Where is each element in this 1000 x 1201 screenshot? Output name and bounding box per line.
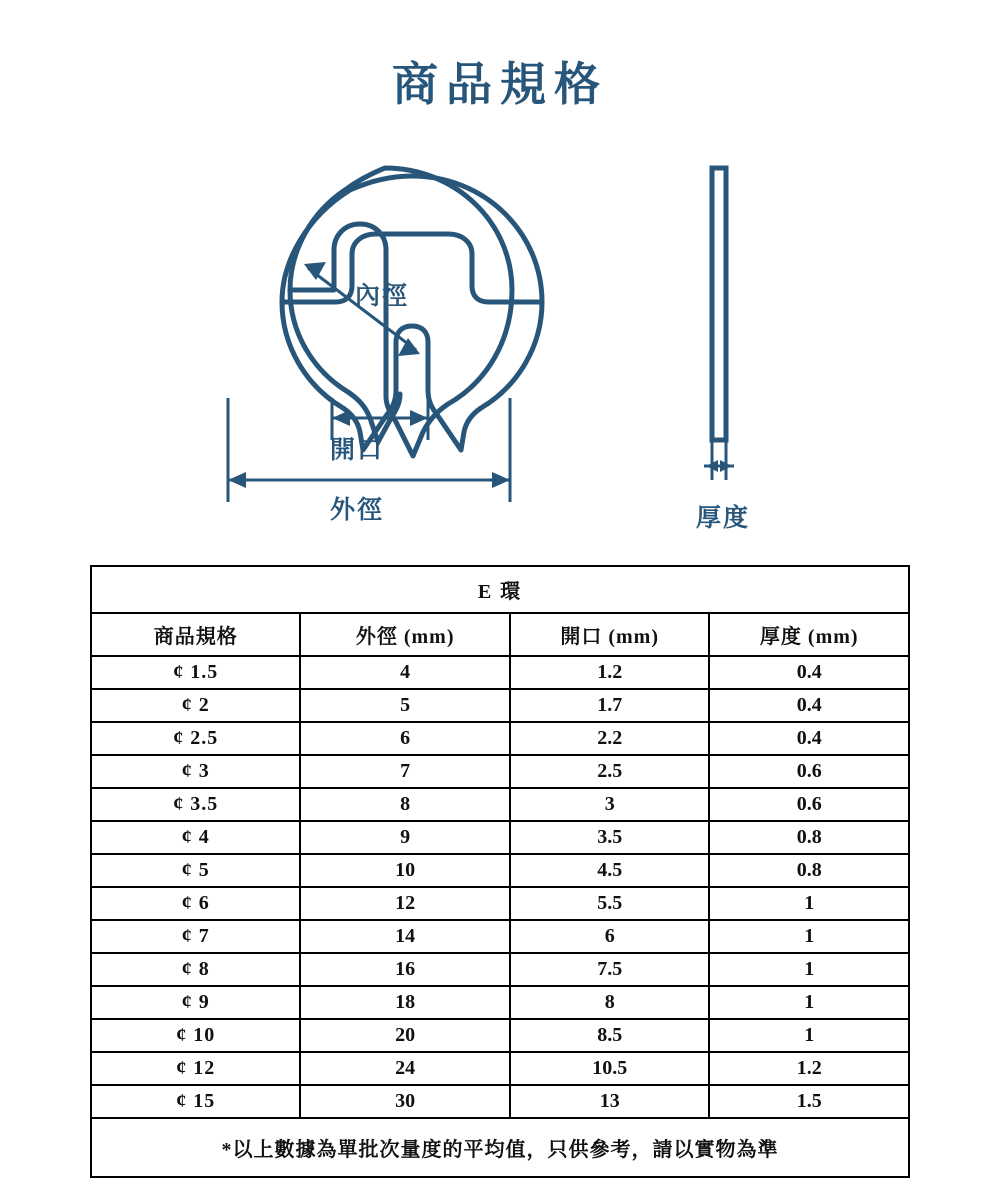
cell-thickness: 0.4 bbox=[709, 656, 909, 689]
table-footnote: *以上數據為單批次量度的平均值，只供參考，請以實物為準 bbox=[91, 1118, 909, 1177]
label-outer-diameter: 外徑 bbox=[330, 497, 385, 524]
table-row bbox=[91, 755, 909, 788]
column-header-gap: 開口 (mm) bbox=[510, 613, 710, 656]
cell-gap: 2.2 bbox=[510, 722, 710, 755]
cell-spec: ¢ 5 bbox=[91, 854, 300, 887]
cell-outer: 7 bbox=[300, 755, 510, 788]
diagram-area bbox=[0, 150, 1000, 550]
table-row bbox=[91, 986, 909, 1019]
table-row bbox=[91, 1019, 909, 1052]
cell-thickness: 0.8 bbox=[709, 821, 909, 854]
cell-thickness: 1.5 bbox=[709, 1085, 909, 1118]
column-header-spec: 商品規格 bbox=[91, 613, 300, 656]
column-header-thickness: 厚度 (mm) bbox=[709, 613, 909, 656]
table-caption: E 環 bbox=[91, 566, 909, 613]
spec-table-body bbox=[91, 656, 909, 1177]
table-row bbox=[91, 887, 909, 920]
cell-gap: 8.5 bbox=[510, 1019, 710, 1052]
spec-table-wrapper bbox=[90, 565, 910, 1178]
cell-outer: 12 bbox=[300, 887, 510, 920]
cell-thickness: 0.8 bbox=[709, 854, 909, 887]
label-thickness: 厚度 bbox=[696, 505, 751, 532]
cell-outer: 5 bbox=[300, 689, 510, 722]
column-header-outer: 外徑 (mm) bbox=[300, 613, 510, 656]
cell-spec: ¢ 12 bbox=[91, 1052, 300, 1085]
cell-thickness: 1 bbox=[709, 986, 909, 1019]
cell-outer: 20 bbox=[300, 1019, 510, 1052]
cell-outer: 6 bbox=[300, 722, 510, 755]
cell-spec: ¢ 2.5 bbox=[91, 722, 300, 755]
cell-outer: 4 bbox=[300, 656, 510, 689]
table-row bbox=[91, 1052, 909, 1085]
table-row bbox=[91, 953, 909, 986]
cell-thickness: 1 bbox=[709, 1019, 909, 1052]
cell-spec: ¢ 1.5 bbox=[91, 656, 300, 689]
cell-gap: 6 bbox=[510, 920, 710, 953]
label-inner-diameter: 內徑 bbox=[355, 283, 410, 310]
cell-outer: 8 bbox=[300, 788, 510, 821]
table-row bbox=[91, 689, 909, 722]
cell-thickness: 0.4 bbox=[709, 722, 909, 755]
cell-outer: 18 bbox=[300, 986, 510, 1019]
cell-thickness: 0.6 bbox=[709, 788, 909, 821]
cell-gap: 4.5 bbox=[510, 854, 710, 887]
e-ring-side-view-icon bbox=[660, 150, 820, 550]
cell-outer: 10 bbox=[300, 854, 510, 887]
table-row bbox=[91, 920, 909, 953]
cell-gap: 1.7 bbox=[510, 689, 710, 722]
cell-thickness: 1 bbox=[709, 953, 909, 986]
cell-thickness: 0.6 bbox=[709, 755, 909, 788]
cell-gap: 5.5 bbox=[510, 887, 710, 920]
cell-spec: ¢ 2 bbox=[91, 689, 300, 722]
table-row bbox=[91, 656, 909, 689]
cell-outer: 24 bbox=[300, 1052, 510, 1085]
cell-spec: ¢ 3.5 bbox=[91, 788, 300, 821]
table-header-row bbox=[91, 613, 909, 656]
cell-spec: ¢ 15 bbox=[91, 1085, 300, 1118]
table-row bbox=[91, 854, 909, 887]
cell-gap: 3.5 bbox=[510, 821, 710, 854]
cell-spec: ¢ 8 bbox=[91, 953, 300, 986]
label-gap: 開口 bbox=[330, 437, 385, 464]
cell-gap: 10.5 bbox=[510, 1052, 710, 1085]
cell-spec: ¢ 7 bbox=[91, 920, 300, 953]
cell-gap: 13 bbox=[510, 1085, 710, 1118]
table-row bbox=[91, 788, 909, 821]
cell-outer: 30 bbox=[300, 1085, 510, 1118]
cell-thickness: 1.2 bbox=[709, 1052, 909, 1085]
cell-thickness: 1 bbox=[709, 920, 909, 953]
cell-thickness: 0.4 bbox=[709, 689, 909, 722]
table-row bbox=[91, 1085, 909, 1118]
cell-spec: ¢ 9 bbox=[91, 986, 300, 1019]
cell-spec: ¢ 4 bbox=[91, 821, 300, 854]
cell-gap: 2.5 bbox=[510, 755, 710, 788]
cell-gap: 3 bbox=[510, 788, 710, 821]
cell-spec: ¢ 3 bbox=[91, 755, 300, 788]
cell-outer: 16 bbox=[300, 953, 510, 986]
cell-thickness: 1 bbox=[709, 887, 909, 920]
spec-table bbox=[90, 565, 910, 1178]
table-caption-row bbox=[91, 566, 909, 613]
table-footnote-row bbox=[91, 1118, 909, 1177]
cell-gap: 7.5 bbox=[510, 953, 710, 986]
cell-spec: ¢ 6 bbox=[91, 887, 300, 920]
page-title: 商品規格 bbox=[392, 59, 608, 110]
cell-outer: 14 bbox=[300, 920, 510, 953]
cell-gap: 8 bbox=[510, 986, 710, 1019]
table-row bbox=[91, 722, 909, 755]
cell-spec: ¢ 10 bbox=[91, 1019, 300, 1052]
cell-gap: 1.2 bbox=[510, 656, 710, 689]
table-row bbox=[91, 821, 909, 854]
cell-outer: 9 bbox=[300, 821, 510, 854]
